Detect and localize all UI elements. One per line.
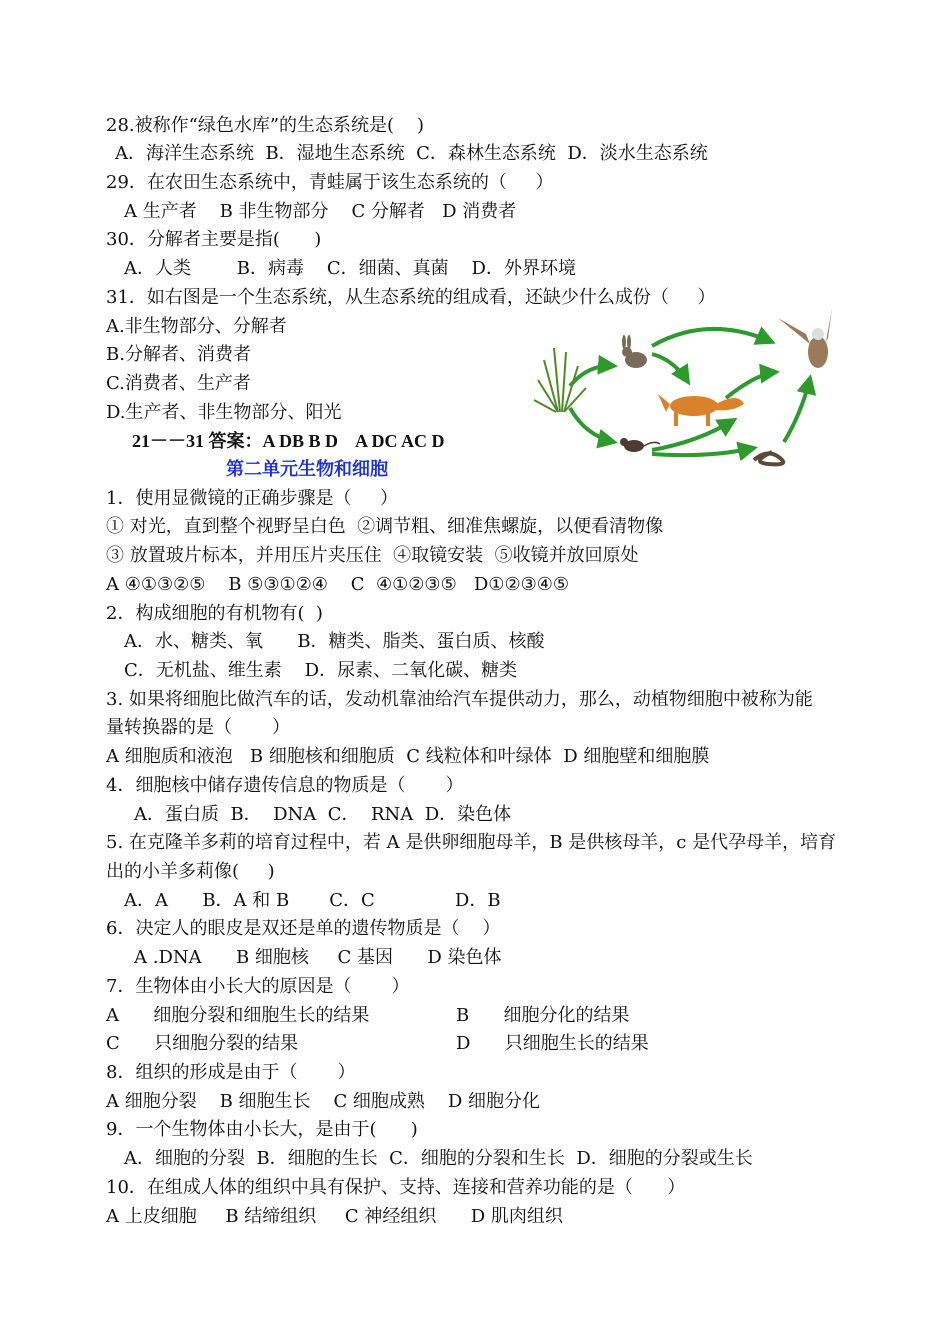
unit-heading: 第二单元生物和细胞 [226, 459, 388, 480]
unit2-question-8: 8．组织的形成是由于（ ） [106, 1062, 356, 1083]
unit2-question-6-options: A .DNA B 细胞核 C 基因 D 染色体 [134, 947, 502, 968]
unit2-question-10-options: A 上皮细胞 B 结缔组织 C 神经组织 D 肌肉组织 [106, 1206, 563, 1227]
unit2-question-7: 7．生物体由小长大的原因是（ ） [106, 976, 410, 997]
unit2-question-1-options: A ④①③②⑤ B ⑤③①②④ C ④①②③⑤ D①②③④⑤ [106, 574, 569, 595]
question-29-options: A 生产者 B 非生物部分 C 分解者 D 消费者 [124, 201, 517, 222]
question-31: 31．如右图是一个生态系统，从生态系统的组成看，还缺少什么成份（ ） [106, 287, 716, 308]
unit2-question-4: 4．细胞核中储存遗传信息的物质是（ ） [106, 775, 464, 796]
question-30-options: A．人类 B．病毒 C．细菌、真菌 D．外界环境 [124, 258, 576, 279]
unit2-question-5-cont: 出的小羊多莉像( ) [106, 861, 275, 882]
unit2-question-8-options: A 细胞分裂 B 细胞生长 C 细胞成熟 D 细胞分化 [106, 1091, 540, 1112]
unit2-question-3-options: A 细胞质和液泡 B 细胞核和细胞质 C 线粒体和叶绿体 D 细胞壁和细胞膜 [106, 746, 710, 767]
unit2-question-9: 9．一个生物体由小长大，是由于( ) [106, 1119, 418, 1140]
unit2-question-9-options: A．细胞的分裂 B．细胞的生长 C．细胞的分裂和生长 D．细胞的分裂或生长 [124, 1148, 753, 1169]
unit2-question-7-option-a: A 细胞分裂和细胞生长的结果 [106, 1005, 370, 1026]
unit2-question-4-options: A．蛋白质 B． DNA C． RNA D．染色体 [134, 804, 512, 825]
question-28-options: A．海洋生态系统 B．湿地生态系统 C．森林生态系统 D．淡水生态系统 [115, 143, 708, 164]
eagle-icon [778, 308, 832, 368]
unit2-question-10: 10．在组成人体的组织中具有保护、支持、连接和营养功能的是（ ） [106, 1177, 686, 1198]
unit2-question-2-options-cd: C．无机盐、维生素 D．尿素、二氧化碳、糖类 [124, 660, 518, 681]
unit2-question-7-option-b: B 细胞分化的结果 [456, 1005, 630, 1026]
unit2-question-2: 2．构成细胞的有机物有( ) [106, 603, 323, 624]
question-31-option-c: C.消费者、生产者 [106, 373, 251, 394]
question-31-option-b: B.分解者、消费者 [106, 344, 251, 365]
question-30: 30．分解者主要是指( ) [106, 229, 322, 250]
snake-icon [754, 452, 783, 464]
unit2-question-7-option-c: C 只细胞分裂的结果 [106, 1033, 299, 1054]
unit2-question-1-step-a: ① 对光，直到整个视野呈白色 ②调节粗、细准焦螺旋，以便看清物像 [106, 516, 664, 537]
answer-key: 21－－31 答案：A DB B D A DC AC D [132, 431, 445, 451]
question-31-option-d: D.生产者、非生物部分、阳光 [106, 402, 342, 423]
food-chain-arrows [570, 329, 810, 455]
unit2-question-1-step-b: ③ 放置玻片标本，并用压片夹压住 ④取镜安装 ⑤收镜并放回原处 [106, 545, 639, 566]
food-web-figure [528, 308, 848, 468]
unit2-question-5-options: A．A B．A 和 B C．C D．B [124, 890, 501, 911]
unit2-question-6: 6．决定人的眼皮是双还是单的遗传物质是（ ） [106, 918, 501, 939]
unit2-question-3-cont: 量转换器的是（ ） [106, 717, 291, 738]
rabbit-icon [622, 335, 647, 368]
unit2-question-2-options-ab: A．水、糖类、氧 B．糖类、脂类、蛋白质、核酸 [124, 631, 545, 652]
question-28: 28.被称作“绿色水库”的生态系统是( ) [106, 115, 424, 136]
unit2-question-3: 3. 如果将细胞比做汽车的话，发动机靠油给汽车提供动力，那么，动植物细胞中被称为能 [106, 689, 813, 710]
unit2-question-5: 5. 在克隆羊多莉的培育过程中，若 A 是供卵细胞母羊，B 是供核母羊，c 是代孕母羊，培育 [106, 832, 837, 853]
question-29: 29．在农田生态系统中，青蛙属于该生态系统的（ ） [106, 172, 554, 193]
unit2-question-7-option-d: D 只细胞生长的结果 [456, 1033, 649, 1054]
question-31-option-a: A.非生物部分、分解者 [106, 316, 287, 337]
unit2-question-1: 1．使用显微镜的正确步骤是（ ） [106, 488, 399, 509]
